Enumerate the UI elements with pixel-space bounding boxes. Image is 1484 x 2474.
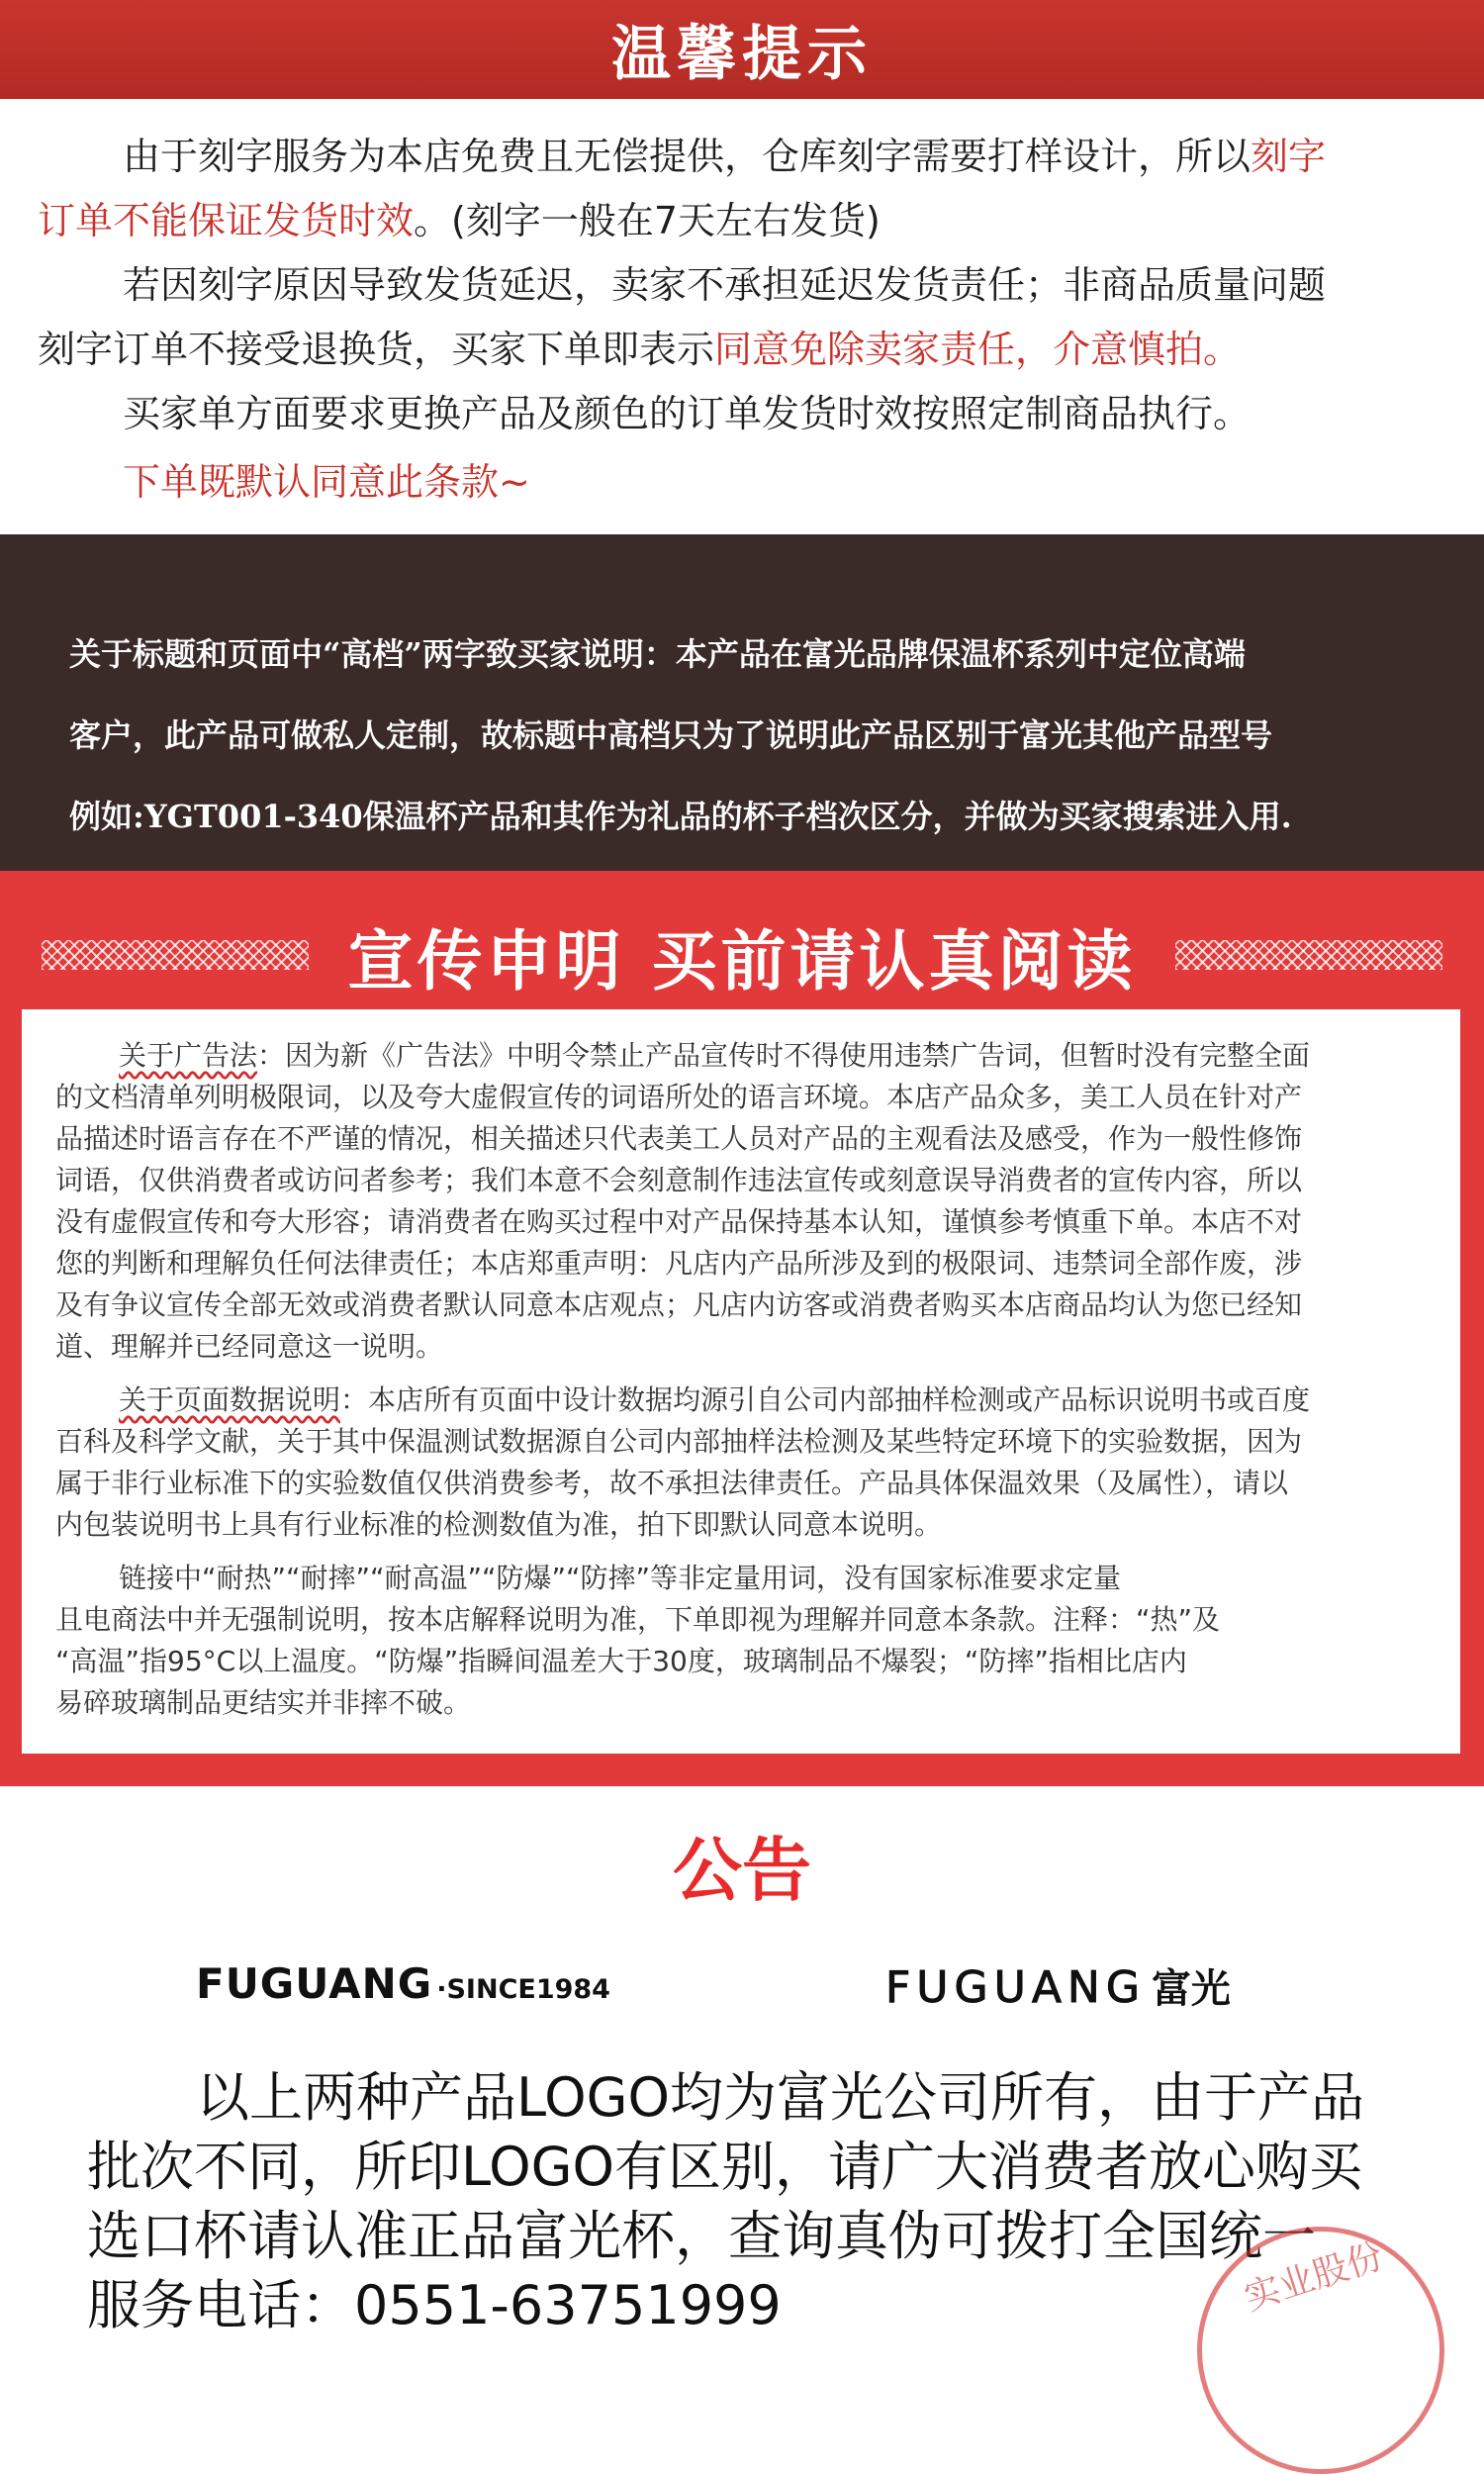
promo-statement-box bbox=[22, 1009, 1460, 1754]
explanation-line-2: 客户，此产品可做私人定制，故标题中高档只为了说明此产品区别于富光其他产品型号 bbox=[69, 716, 1273, 754]
promo-title: 宣传申明 买前请认真阅读 bbox=[347, 922, 1137, 999]
page-data-label: 关于页面数据说明 bbox=[119, 1383, 341, 1416]
tips-title: 温馨提示 bbox=[611, 20, 873, 89]
tips-p2-text-b: 刻字订单不接受退换货，买家下单即表示 bbox=[38, 328, 715, 371]
announcement-line: 服务电话：0551-63751999 bbox=[87, 2274, 782, 2336]
announcement-line: 选口杯请认准正品富光杯，查询真伪可拨打全国统一 bbox=[87, 2205, 1316, 2267]
terms-line: 且电商法中并无强制说明，按本店解释说明为准，下单即视为理解并同意本条款。注释：“热”及 bbox=[55, 1603, 1221, 1636]
ad-law-line: 您的判断和理解负任何法律责任；本店郑重声明：凡店内产品所涉及到的极限词、违禁词全部作废，涉 bbox=[55, 1247, 1303, 1280]
explanation-line-3: 例如:YGT001-340保温杯产品和其作为礼品的杯子档次区分，并做为买家搜索进入用. bbox=[69, 798, 1292, 835]
logo-1-brand: FUGUANG bbox=[196, 1959, 433, 2008]
tips-header bbox=[0, 0, 1484, 99]
ad-law-paragraph bbox=[55, 1035, 1431, 1368]
terms-line: 易碎玻璃制品更结实并非摔不破。 bbox=[55, 1686, 472, 1719]
tips-paragraph-1-cont bbox=[38, 189, 1446, 253]
tips-paragraph-2: 若因刻字原因导致发货延迟，卖家不承担延迟发货责任；非商品质量问题 bbox=[123, 263, 1327, 307]
logo-2-brand: FUGUANG bbox=[885, 1962, 1146, 2013]
explanation-line-1: 关于标题和页面中“高档”两字致买家说明：本产品在富光品牌保温杯系列中定位高端 bbox=[69, 635, 1246, 673]
ad-law-line: 的文档清单列明极限词，以及夸大虚假宣传的词语所处的语言环境。本店产品众多，美工人员在针对产 bbox=[55, 1081, 1303, 1113]
page-data-line: 内包装说明书上具有行业标准的检测数值为准，拍下即默认同意本说明。 bbox=[55, 1508, 943, 1541]
promo-title-row bbox=[0, 905, 1484, 1004]
announcement-line: 以上两种产品LOGO均为富光公司所有，由于产品 bbox=[196, 2066, 1365, 2129]
fuguang-logo-chinese bbox=[885, 1957, 1231, 2017]
title-explanation-section bbox=[0, 534, 1484, 871]
tips-paragraph-3: 买家单方面要求更换产品及颜色的订单发货时效按照定制商品执行。 bbox=[123, 392, 1252, 435]
logo-2-cn: 富光 bbox=[1151, 1966, 1231, 2012]
announcement-line: 批次不同，所印LOGO有区别，请广大消费者放心购买 bbox=[87, 2136, 1363, 2198]
page-data-line: 属于非行业标准下的实验数值仅供消费参考，故不承担法律责任。产品具体保温效果（及属性），请以 bbox=[55, 1467, 1289, 1499]
page-data-line: ：本店所有页面中设计数据均源引自公司内部抽样检测或产品标识说明书或百度 bbox=[340, 1383, 1311, 1416]
promo-statement-section bbox=[0, 871, 1484, 1786]
ad-law-line: 品描述时语言存在不严谨的情况，相关描述只代表美工人员对产品的主观看法及感受，作为一般性修饰 bbox=[55, 1122, 1303, 1155]
tips-paragraph-2-cont bbox=[38, 318, 1446, 382]
tips-p1-red-2: 订单不能保证发货时效 bbox=[38, 199, 415, 242]
tips-p2-red: 同意免除卖家责任，介意慎拍。 bbox=[714, 328, 1242, 371]
ad-law-line: 及有争议宣传全部无效或消费者默认同意本店观点；凡店内访客或消费者购买本店商品均认为您已经知 bbox=[55, 1288, 1303, 1321]
decorative-pattern-left bbox=[42, 940, 309, 970]
ad-law-line: 词语，仅供消费者或访问者参考；我们本意不会刻意制作违法宣传或刻意误导消费者的宣传内容，所以 bbox=[55, 1164, 1303, 1196]
tips-paragraph-4: 下单既默认同意此条款~ bbox=[123, 460, 530, 504]
ad-law-line: 道、理解并已经同意这一说明。 bbox=[55, 1330, 444, 1363]
logo-1-since: ·SINCE1984 bbox=[436, 1974, 610, 2005]
company-seal-stamp bbox=[1197, 2227, 1444, 2474]
tips-p1-red-1: 刻字 bbox=[1251, 135, 1327, 178]
tips-body bbox=[0, 99, 1484, 534]
fuguang-logo-since-1984 bbox=[196, 1959, 610, 2019]
announcement-title: 公告 bbox=[673, 1830, 811, 1911]
ad-law-label: 关于广告法 bbox=[119, 1039, 258, 1072]
seal-text: 实业股份 bbox=[1240, 2236, 1388, 2320]
tips-p1-text-b: 。(刻字一般在7天左右发货) bbox=[414, 199, 881, 242]
tips-paragraph-1 bbox=[38, 125, 1446, 189]
ad-law-line: ：因为新《广告法》中明令禁止产品宣传时不得使用违禁广告词，但暂时没有完整全面 bbox=[257, 1039, 1311, 1072]
page-data-line: 百科及科学文献，关于其中保温测试数据源自公司内部抽样法检测及某些特定环境下的实验数据，因为 bbox=[55, 1425, 1303, 1458]
tips-p1-text: 由于刻字服务为本店免费且无偿提供，仓库刻字需要打样设计，所以 bbox=[123, 135, 1252, 178]
page-data-paragraph bbox=[55, 1380, 1431, 1546]
terms-paragraph bbox=[55, 1558, 1431, 1724]
terms-line: “高温”指95°C以上温度。“防爆”指瞬间温差大于30度，玻璃制品不爆裂；“防摔”指相比店内 bbox=[55, 1645, 1187, 1677]
ad-law-line: 没有虚假宣传和夸大形容；请消费者在购买过程中对产品保持基本认知，谨慎参考慎重下单。本店不对 bbox=[55, 1205, 1303, 1238]
terms-line: 链接中“耐热”“耐摔”“耐高温”“防爆”“防摔”等非定量用词，没有国家标准要求定量 bbox=[119, 1562, 1122, 1594]
decorative-pattern-right bbox=[1175, 940, 1442, 970]
